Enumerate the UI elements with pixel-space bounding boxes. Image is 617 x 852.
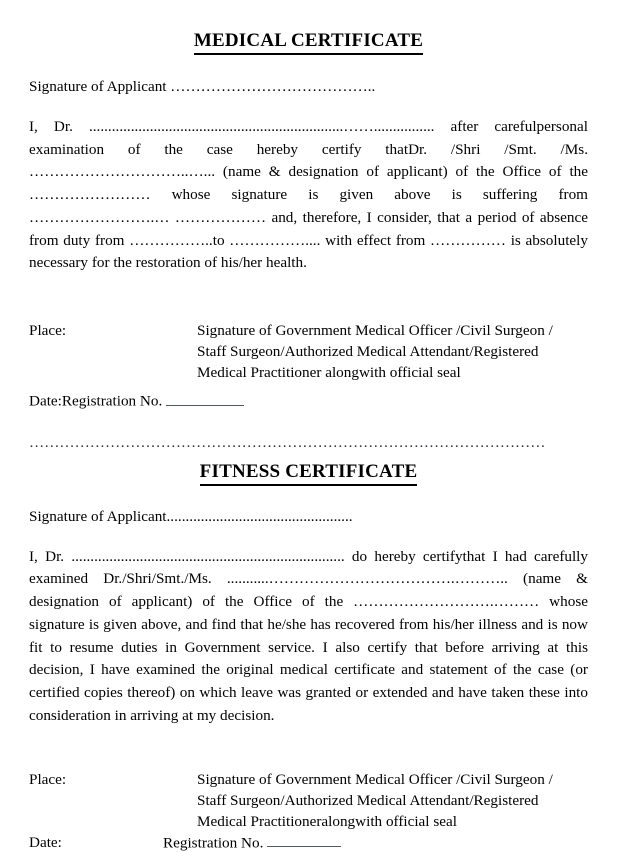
medical-signatory-line-1: Signature of Government Medical Officer /Civil Surgeon / bbox=[197, 322, 553, 340]
fitness-date-label: Date: bbox=[29, 833, 62, 851]
fitness-signatory-line-3: Medical Practitioneralongwith official seal bbox=[197, 813, 457, 831]
medical-signature-of-applicant: Signature of Applicant ………………………………….. bbox=[29, 78, 376, 95]
fitness-signatory-lines bbox=[197, 769, 588, 832]
fitness-signature-block bbox=[29, 727, 588, 832]
medical-certificate-title bbox=[29, 0, 588, 55]
medical-place-label: Place: bbox=[29, 322, 67, 340]
fitness-registration-group bbox=[163, 834, 588, 852]
fitness-signatory-line-2: Staff Surgeon/Authorized Medical Attendant/Registered bbox=[197, 792, 539, 810]
medical-certificate-title-text: MEDICAL CERTIFICATE bbox=[194, 30, 423, 55]
medical-registration-no-blank[interactable] bbox=[166, 392, 244, 405]
fitness-certificate-title bbox=[29, 452, 588, 486]
fitness-certificate-body: I, Dr. ........................................................................ do hereby certifythat I had carefully examined Dr./Shri/Smt./Ms. ...........……………………………….……….. (name & designation of applicant) of the Office of the ……………………….……… whose signature is given above, and find that he/she has recovered from his/her illness and is now fit to resume duties in Government service. I also certify that before arriving at this decision, I have examined the original medical certificate and statement of the case (or certified copies thereof) on which leave was granted or extended and have taken these into consideration in arriving at my decision. bbox=[29, 547, 588, 724]
medical-signatory-line-2: Staff Surgeon/Authorized Medical Attendant/Registered bbox=[197, 343, 539, 361]
fitness-place-row bbox=[29, 769, 588, 832]
fitness-signature-of-applicant: Signature of Applicant................................................. bbox=[29, 507, 353, 525]
medical-certificate-body: I, Dr. ...................................................................……................ after carefulpersonal examination of the case hereby certify thatDr. /Shri /Smt. /Ms. …………………………..…... (name & designation of applicant) of the Office of the …………………… whose signature is given above is suffering from …………………….… ……………… and, therefore, I consider, that a period of absence from duty from ……………..to …………….... with effect from …………… is absolutely necessary for the restoration of his/her health. bbox=[29, 118, 588, 272]
medical-place-row bbox=[29, 320, 588, 383]
medical-signatory-line-3: Medical Practitioner alongwith official seal bbox=[197, 364, 461, 382]
medical-signature-block bbox=[29, 275, 588, 383]
fitness-certificate-title-text: FITNESS CERTIFICATE bbox=[200, 461, 418, 486]
fitness-place-label: Place: bbox=[29, 771, 67, 789]
fitness-registration-label: Registration No. bbox=[163, 833, 264, 851]
fitness-date-registration-row bbox=[29, 833, 588, 852]
fitness-signatory-line-1: Signature of Government Medical Officer /Civil Surgeon / bbox=[197, 771, 553, 789]
medical-date-registration-row bbox=[29, 383, 588, 410]
fitness-registration-no-blank[interactable] bbox=[267, 834, 341, 847]
medical-signatory-lines bbox=[197, 320, 588, 383]
medical-date-registration-label: Date:Registration No. bbox=[29, 392, 163, 410]
section-separator: ………………………………………………………………………………………… bbox=[29, 433, 546, 451]
